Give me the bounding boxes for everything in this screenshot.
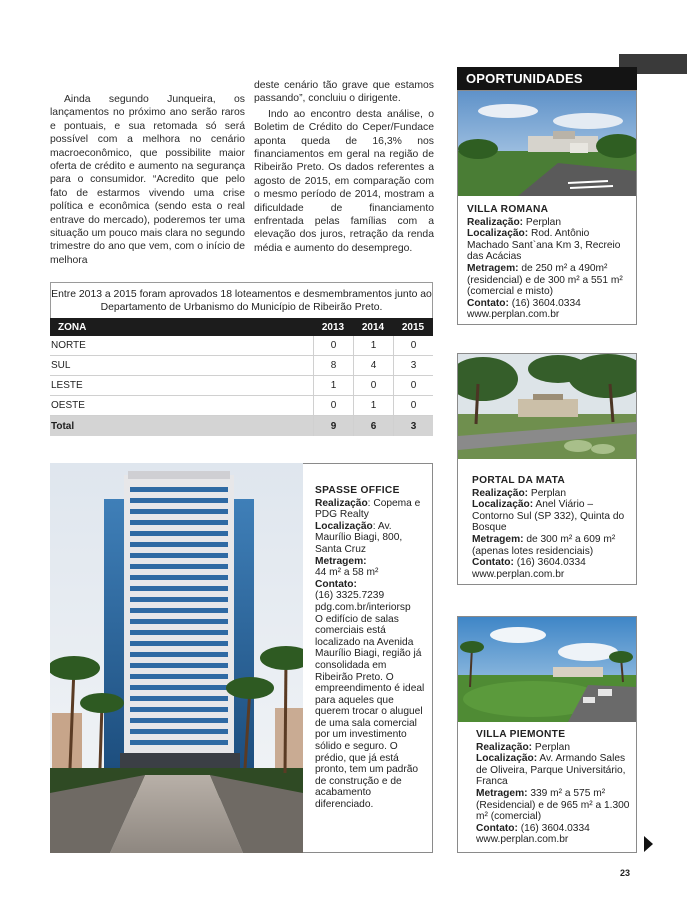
- table-caption: Entre 2013 a 2015 foram aprovados 18 loteamentos e desmembramentos junto ao Departamento de Urbanismo do Município de Ribeirão Preto.: [50, 282, 433, 318]
- listing-realizacao: Realização: Perplan: [476, 741, 571, 753]
- spasse-office-details: [315, 485, 427, 811]
- next-page-arrow-icon[interactable]: [644, 836, 653, 852]
- building-window-band: [130, 542, 228, 547]
- building-window-band: [130, 729, 228, 734]
- building-window-band: [130, 498, 228, 503]
- value-2015: 3: [393, 356, 433, 375]
- spasse-office-photo: [50, 463, 303, 853]
- villa-piemonte-details: [476, 729, 634, 846]
- article-paragraph: deste cenário tão grave que estamos passando”, concluiu o dirigente.: [254, 80, 434, 105]
- total-2013: 9: [313, 416, 353, 436]
- building-window-band: [130, 630, 228, 635]
- building-window-band: [130, 586, 228, 591]
- portal-da-mata-photo: [458, 354, 636, 459]
- listing-site[interactable]: www.perplan.com.br: [467, 309, 560, 321]
- listing-localizacao: Localização: Rod. Antônio Machado Sant`ana Km 3, Recreio das Acácias: [467, 228, 621, 263]
- article-paragraph: Ainda segundo Junqueira, os lançamentos no próximo ano serão raros e pontuais, e sua retomada só será possível com a melhora no cenário macroeconômico, que possibilite maior oferta de crédito e aumento na segurança para o consumidor. “Acredito que pelo fato de estarmos vivendo uma crise política e econômica (sendo esta o real entrave do mercado), poderemos ter uma situação um pouco mais clara no segundo trimestre do ano que vem, com o início de melhora: [50, 94, 245, 266]
- villa-romana-card: [457, 90, 637, 325]
- spasse-office-card: [303, 463, 433, 853]
- listing-metragem: Metragem: 44 m² a 58 m²: [315, 555, 379, 579]
- villa-piemonte-card: [457, 616, 637, 853]
- listing-contato: Contato: (16) 3604.0334: [472, 557, 586, 569]
- table-row: [50, 376, 433, 396]
- header-zona: ZONA: [58, 321, 87, 333]
- listing-localizacao: Localização: Av. Armando Sales de Oliveira, Parque Universitário, Franca: [476, 753, 626, 788]
- listing-realizacao: Realização: Perplan: [472, 487, 567, 499]
- listing-description: O edifício de salas comerciais está localizado na Avenida Maurílio Biagi, região já consolidada em Ribeirão Preto. O empreendimento é ideal para aqueles que querem trocar o aluguel de uma sala comercial por um investimento sólido e seguro. O prédio, que já está pronto, tem um padrão de construção e de acabamento diferenciado.: [315, 613, 425, 811]
- listing-title: SPASSE OFFICE: [315, 485, 400, 496]
- listing-title: VILLA PIEMONTE: [476, 729, 566, 740]
- building-window-band: [130, 707, 228, 712]
- listing-metragem: Metragem: de 250 m² a 490m² (residencial) e de 300 m² a 551 m² (comercial e misto): [467, 262, 623, 298]
- building-window-band: [130, 575, 228, 580]
- value-2013: 1: [313, 376, 353, 395]
- listing-metragem: Metragem: de 300 m² a 609 m² (apenas lotes residenciais): [472, 533, 616, 557]
- approvals-table: [50, 282, 433, 438]
- listing-contato: Contato: (16) 3604.0334: [467, 297, 581, 309]
- header-2013: 2013: [321, 321, 345, 333]
- total-2015: 3: [393, 416, 433, 436]
- building-window-band: [130, 487, 228, 492]
- listing-title: PORTAL DA MATA: [472, 475, 566, 486]
- portal-da-mata-card: [457, 353, 637, 585]
- value-2013: 0: [313, 336, 353, 355]
- listing-realizacao: Realização: Perplan: [467, 216, 562, 228]
- villa-piemonte-photo: [458, 617, 636, 722]
- building-window-band: [130, 663, 228, 668]
- header-2015: 2015: [401, 321, 425, 333]
- total-label: Total: [51, 420, 75, 432]
- building-window-band: [130, 597, 228, 602]
- building-window-band: [130, 520, 228, 525]
- value-2015: 0: [393, 376, 433, 395]
- value-2014: 1: [353, 396, 393, 415]
- building-window-band: [130, 509, 228, 514]
- building-window-band: [130, 740, 228, 745]
- zone-name: SUL: [51, 360, 71, 371]
- building-window-band: [130, 641, 228, 646]
- listing-localizacao: Localização: Av. Maurílio Biagi, 800, Santa Cruz: [315, 520, 403, 555]
- listing-title: VILLA ROMANA: [467, 204, 549, 215]
- total-2014: 6: [353, 416, 393, 436]
- value-2015: 0: [393, 396, 433, 415]
- table-row: [50, 396, 433, 416]
- listing-site[interactable]: pdg.com.br/interiorsp: [315, 601, 411, 613]
- building-window-band: [130, 531, 228, 536]
- building-window-band: [130, 696, 228, 701]
- building-window-band: [130, 685, 228, 690]
- article-column-2: [254, 79, 434, 257]
- table-row: [50, 336, 433, 356]
- zone-name: NORTE: [51, 340, 86, 351]
- villa-romana-photo: [458, 91, 636, 196]
- listing-contato: Contato: (16) 3604.0334: [476, 822, 590, 834]
- table-row: [50, 356, 433, 376]
- villa-romana-details: [467, 204, 633, 321]
- zone-name: OESTE: [51, 400, 85, 411]
- page-number: 23: [620, 868, 631, 878]
- listing-site[interactable]: www.perplan.com.br: [476, 834, 569, 846]
- header-2014: 2014: [361, 321, 385, 333]
- value-2013: 8: [313, 356, 353, 375]
- table-body: [50, 318, 433, 436]
- listing-site[interactable]: www.perplan.com.br: [472, 568, 565, 580]
- listing-contato: Contato: (16) 3325.7239: [315, 578, 385, 602]
- oportunidades-header: OPORTUNIDADES: [457, 67, 637, 90]
- building-window-band: [130, 674, 228, 679]
- value-2014: 0: [353, 376, 393, 395]
- building-window-band: [130, 608, 228, 613]
- table-total-row: [50, 416, 433, 436]
- building-window-band: [130, 652, 228, 657]
- article-column-1: [50, 93, 245, 269]
- building-window-band: [130, 553, 228, 558]
- value-2013: 0: [313, 396, 353, 415]
- listing-realizacao: Realização: Copema e PDG Realty: [315, 497, 421, 521]
- building-window-band: [130, 619, 228, 624]
- value-2015: 0: [393, 336, 433, 355]
- value-2014: 4: [353, 356, 393, 375]
- portal-da-mata-details: [472, 475, 634, 580]
- value-2014: 1: [353, 336, 393, 355]
- building-window-band: [130, 718, 228, 723]
- listing-metragem: Metragem: 339 m² a 575 m² (Residencial) e de 965 m² a 1.300 m² (comercial): [476, 787, 630, 823]
- building-window-band: [130, 564, 228, 569]
- article-paragraph: Indo ao encontro desta análise, o Boletim de Crédito do Ceper/Fundace aponta queda de 16,3% nos financiamentos em geral na região de Ribeirão Preto. Os dados referentes a agosto de 2015, em comparação com o mesmo período de 2014, mostram a dificuldade de financiamento enfrentada pelas famílias com a elevação dos juros, retração da renda média e aumento do desemprego.: [254, 108, 434, 254]
- zone-name: LESTE: [51, 380, 83, 391]
- listing-localizacao: Localização: Anel Viário – Contorno Sul (SP 332), Quinta do Bosque: [472, 499, 625, 534]
- table-header-row: [50, 318, 433, 336]
